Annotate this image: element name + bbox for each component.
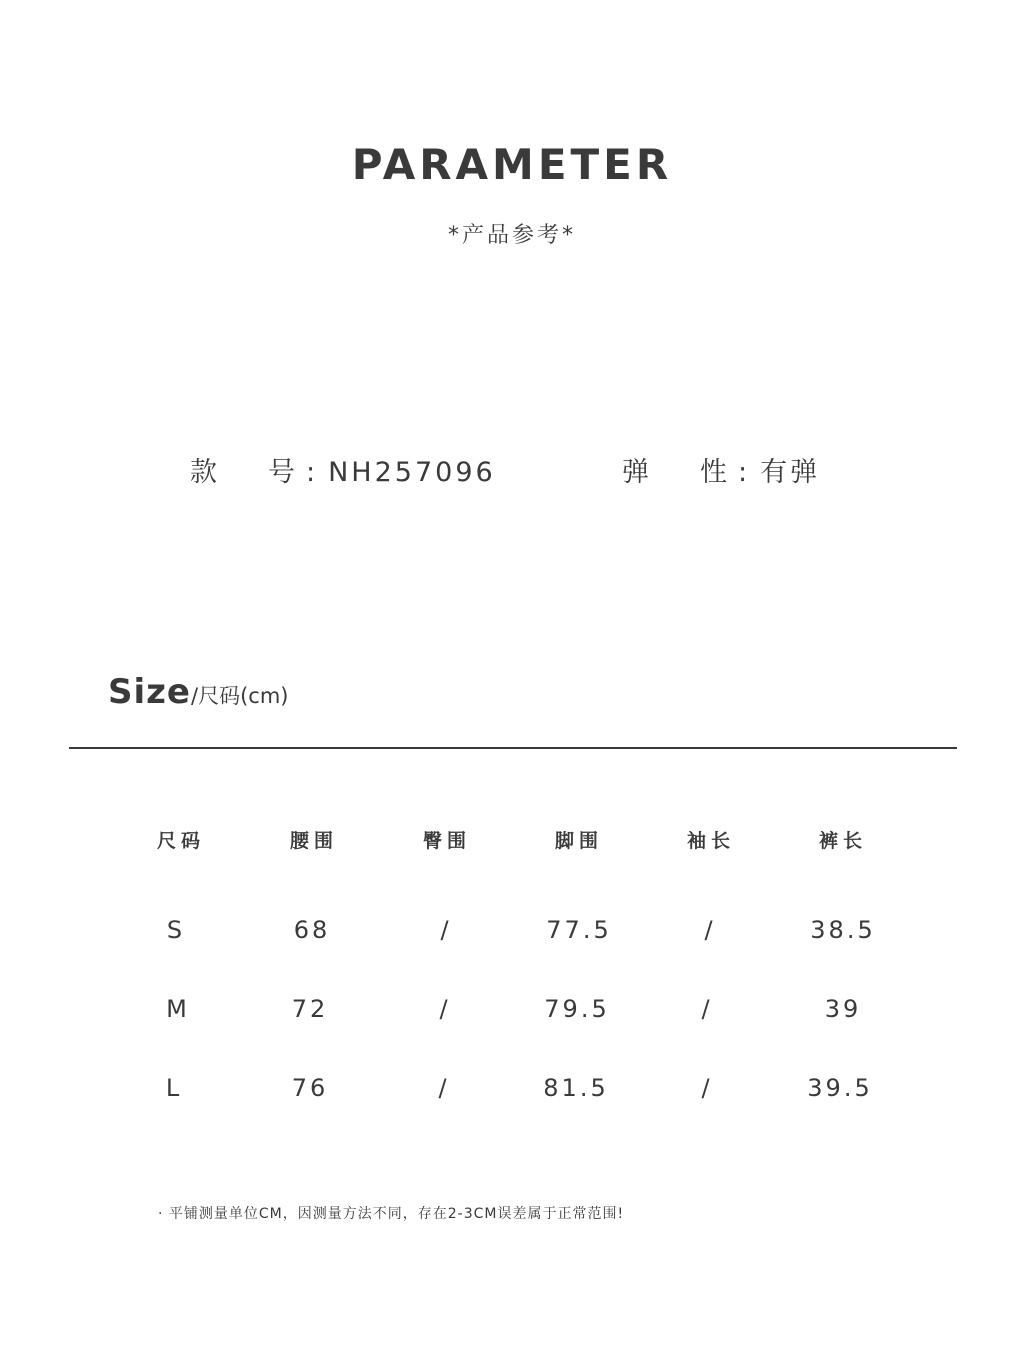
header-leg-opening: 脚围 (554, 830, 603, 852)
table-cell: / (439, 995, 451, 1023)
elastic-label-first: 弹 (622, 457, 652, 488)
table-cell: 72 (291, 995, 329, 1023)
table-cell: 68 (293, 916, 331, 944)
elasticity-value: 有弹 (760, 457, 821, 488)
style-label-second: 号 (268, 457, 298, 488)
size-heading (108, 672, 288, 712)
header-size: 尺码 (156, 830, 205, 852)
style-label-first: 款 (190, 457, 220, 488)
elastic-label-second: 性 (700, 457, 730, 488)
table-cell: 77.5 (546, 916, 612, 944)
table-cell: / (701, 1074, 713, 1102)
header-waist: 腰围 (289, 830, 338, 852)
table-cell: 79.5 (544, 995, 610, 1023)
table-cell: 38.5 (810, 916, 876, 944)
table-cell: S (166, 916, 186, 944)
size-heading-unit: /尺码(cm) (191, 684, 289, 708)
table-cell: L (165, 1074, 183, 1102)
table-cell: / (440, 916, 452, 944)
table-cell: / (704, 916, 716, 944)
table-cell: 39 (824, 995, 862, 1023)
table-cell: / (701, 995, 713, 1023)
header-hip: 臀围 (422, 830, 471, 852)
header-sleeve-length: 袖长 (686, 830, 735, 852)
size-heading-main: Size (108, 672, 191, 712)
table-cell: / (438, 1074, 450, 1102)
table-cell: M (166, 995, 190, 1023)
header-pants-length: 裤长 (818, 830, 867, 852)
page-subtitle: *产品参考* (447, 223, 576, 248)
table-cell: 76 (291, 1074, 329, 1102)
table-cell: 81.5 (543, 1074, 609, 1102)
table-cell: 39.5 (807, 1074, 873, 1102)
page-title: PARAMETER (351, 140, 673, 189)
style-number-row (190, 450, 496, 489)
section-divider (69, 747, 957, 749)
style-number-value: NH257096 (328, 457, 496, 488)
style-colon: : (306, 457, 319, 488)
elasticity-row (622, 450, 820, 489)
measurement-note: · 平铺测量单位CM，因测量方法不同，存在2-3CM误差属于正常范围! (158, 1206, 625, 1222)
elastic-colon: : (738, 457, 751, 488)
